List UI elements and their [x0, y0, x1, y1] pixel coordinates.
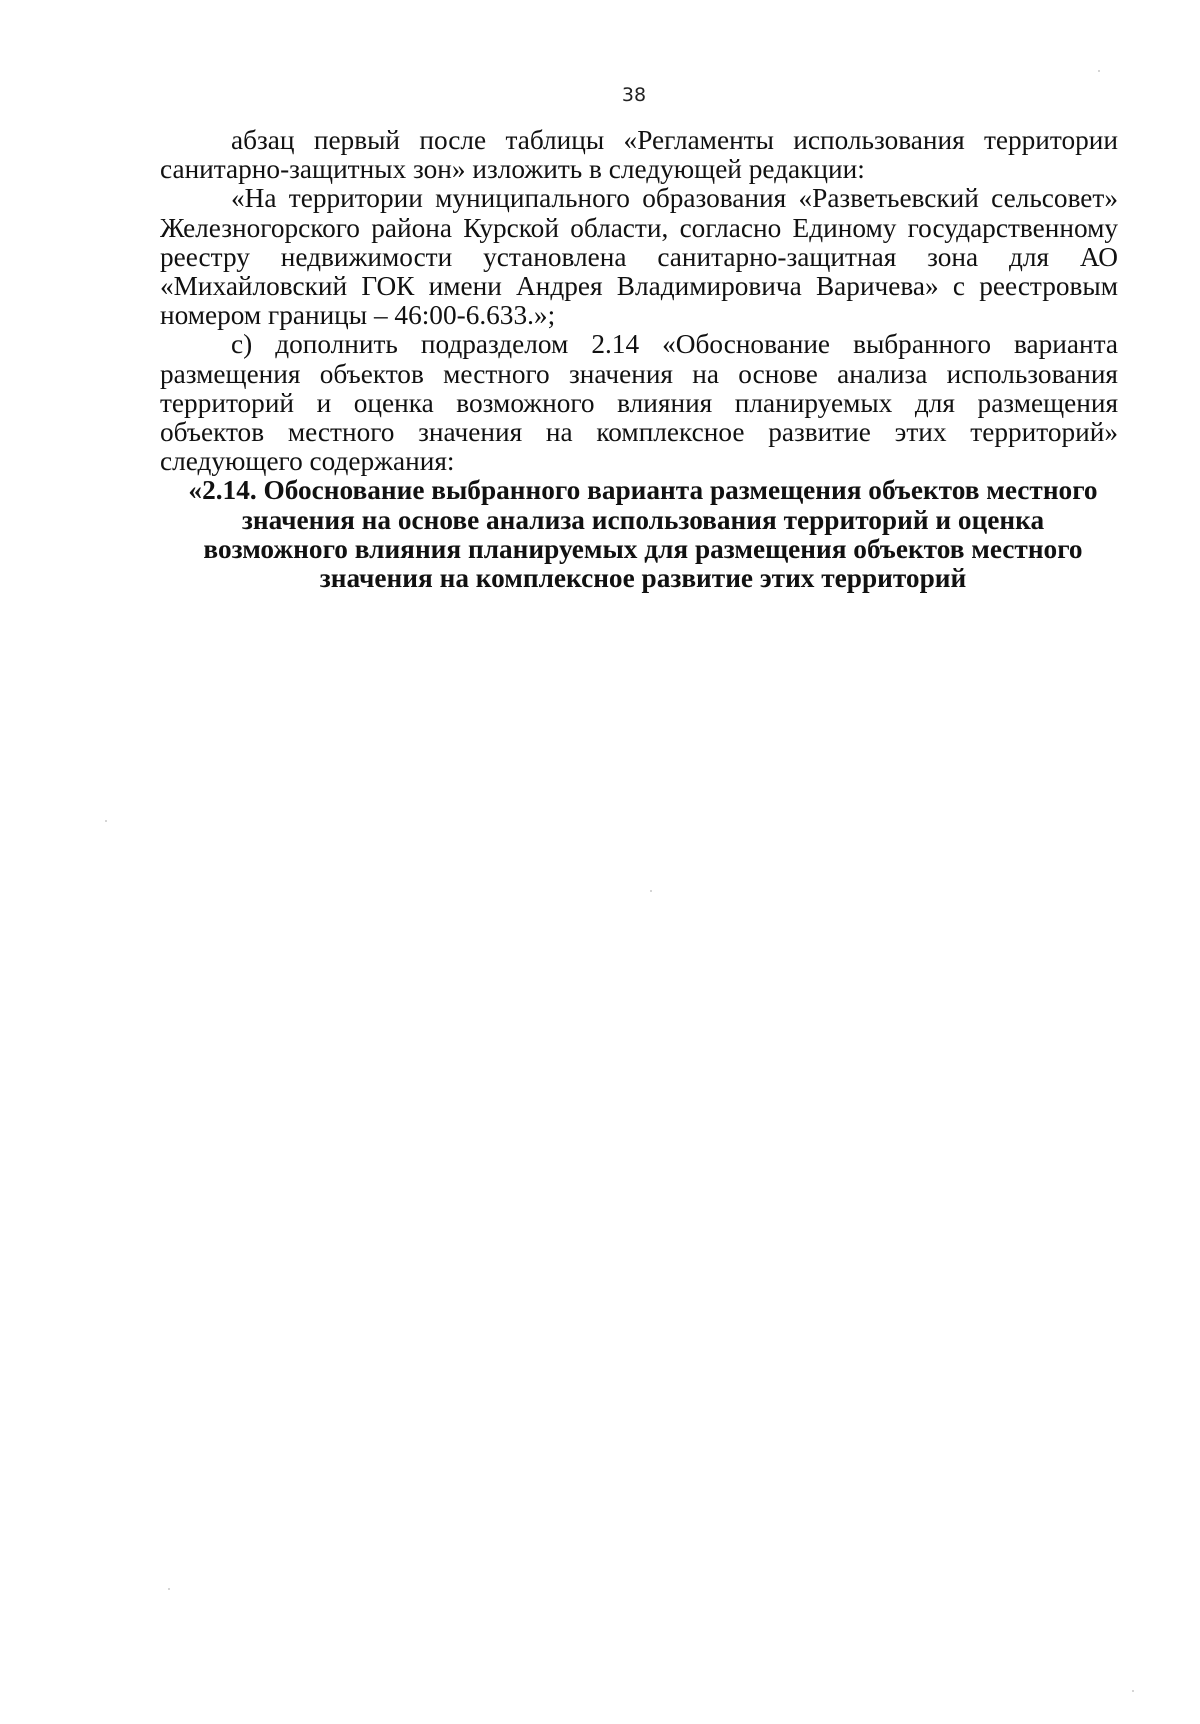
scan-speck — [1098, 70, 1100, 72]
paragraph-subsection-addition: с) дополнить подразделом 2.14 «Обоснование выбранного варианта размещения объектов местного значения на основе анализа использования территорий и оценка возможного влияния планируемых для размещения объектов местного значения на комплексное развитие этих территорий» следующего содержания: — [160, 329, 1118, 477]
paragraph-amendment-intro: абзац первый после таблицы «Регламенты использования территории санитарно-защитных зон» изложить в следующей редакции: — [160, 125, 1118, 185]
section-heading: «2.14. Обоснование выбранного варианта размещения объектов местного значения на основе анализа использования территорий и оценка возможного влияния планируемых для размещения объектов местного значения на комплексное развитие этих территорий — [188, 475, 1098, 594]
paragraph-sanitary-zone: «На территории муниципального образования «Разветьевский сельсовет» Железногорского района Курской области, согласно Единому государственному реестру недвижимости установлена санитарно-защитная зона для АО «Михайловский ГОК имени Андрея Владимировича Варичева» с реестровым номером границы – 46:00-6.633.»; — [160, 183, 1118, 331]
scan-speck — [1132, 1690, 1134, 1692]
scan-speck — [168, 1588, 170, 1590]
scan-speck — [105, 820, 107, 822]
document-body — [160, 126, 1118, 593]
scan-speck — [650, 890, 652, 892]
page-number: 38 — [621, 84, 647, 106]
